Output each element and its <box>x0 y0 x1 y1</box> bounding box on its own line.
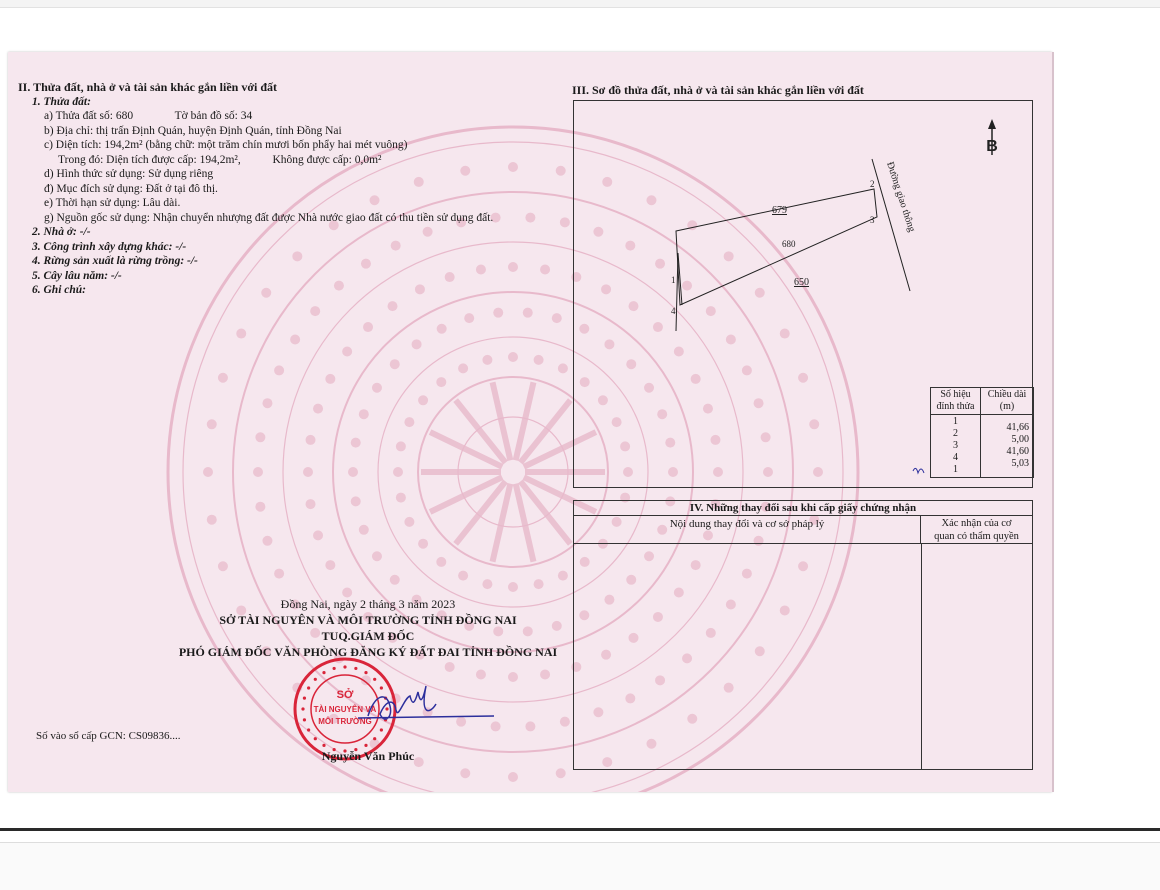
road-label: Đường giao thông <box>884 160 918 234</box>
watermark-motif <box>464 313 474 323</box>
signer-name: Nguyễn Văn Phúc <box>321 749 415 763</box>
perennial-trees-line: 5. Cây lâu năm: -/- <box>32 269 122 282</box>
address-line: b) Địa chỉ: thị trấn Định Quán, huyện Định Quán, tỉnh Đồng Nai <box>44 124 342 137</box>
changes-confirmation-header <box>921 516 1032 544</box>
watermark-motif <box>274 365 284 375</box>
watermark-motif <box>274 569 284 579</box>
watermark-motif <box>310 306 320 316</box>
house-line: 2. Nhà ở: -/- <box>32 226 91 238</box>
watermark-motif <box>313 404 323 414</box>
signature-block <box>158 596 578 660</box>
vertex-4-label: 4 <box>671 306 676 316</box>
watermark-motif <box>560 217 570 227</box>
edge-length: 5,00 <box>1011 434 1029 445</box>
vertex-id: 1 <box>953 416 958 427</box>
parcel-680-label: 680 <box>782 239 796 249</box>
other-works-line: 3. Công trình xây dựng khác: -/- <box>32 240 187 253</box>
watermark-motif <box>436 557 446 567</box>
seal-ring-dot <box>303 718 306 721</box>
vertex-id: 1 <box>953 464 958 475</box>
watermark-motif <box>342 347 352 357</box>
viewer-top-bar <box>0 0 1160 8</box>
changes-content-header: Nội dung thay đổi và cơ sở pháp lý <box>574 516 921 544</box>
parcel-679-label: 679 <box>772 205 787 216</box>
column-divider <box>921 544 922 770</box>
watermark-motif <box>351 438 361 448</box>
usage-term-line: e) Thời hạn sử dụng: Lâu dài. <box>44 197 181 209</box>
watermark-motif <box>325 374 335 384</box>
parcel-number-label: a) Thửa đất số: <box>44 110 113 122</box>
seal-text-2: TÀI NGUYÊN VÀ <box>313 705 377 714</box>
seal-ring-dot <box>343 665 346 668</box>
seal-ring-dot <box>301 707 304 710</box>
lengths-body-row <box>931 415 1034 478</box>
usage-purpose-line: đ) Mục đích sử dụng: Đất ở tại đô thị. <box>44 182 218 195</box>
initials-mark <box>913 468 924 473</box>
watermark-motif <box>303 467 313 477</box>
watermark-motif <box>560 717 570 727</box>
watermark-motif <box>508 582 518 592</box>
sheet-shadow <box>1052 52 1054 792</box>
watermark-motif <box>390 359 400 369</box>
watermark-motif <box>290 335 300 345</box>
area-line: c) Diện tích: 194,2m² (bằng chữ: một trăm chín mươi bốn phẩy hai mét vuông) <box>44 139 408 151</box>
seal-text-3: MÔI TRƯỜNG <box>318 717 372 726</box>
watermark-motif <box>508 772 518 782</box>
watermark-motif <box>218 561 228 571</box>
section3-heading: III. Sơ đồ thửa đất, nhà ở và tài sản khác gắn liền với đất <box>572 83 864 97</box>
neighbour-boundary-line <box>676 253 678 331</box>
watermark-motif <box>396 493 406 503</box>
watermark-motif <box>436 377 446 387</box>
certificate-page <box>8 52 1052 792</box>
watermark-motif <box>418 539 428 549</box>
watermark-motif <box>482 355 492 365</box>
seal-ring-dot <box>354 667 357 670</box>
watermark-motif <box>253 467 263 477</box>
edge-length: 5,03 <box>1011 458 1029 469</box>
watermark-motif <box>313 530 323 540</box>
watermark-motif <box>458 571 468 581</box>
watermark-motif <box>325 560 335 570</box>
watermark-motif <box>372 383 382 393</box>
edge-length: 41,66 <box>1006 422 1029 433</box>
watermark-motif <box>508 352 518 362</box>
watermark-motif <box>388 301 398 311</box>
vertex-2-label: 2 <box>870 179 875 189</box>
area-detail-line <box>18 153 558 168</box>
watermark-motif <box>404 417 414 427</box>
watermark-motif <box>351 496 361 506</box>
tuq-director: TUQ.GIÁM ĐỐC <box>321 629 415 643</box>
watermark-motif <box>418 395 428 405</box>
seal-ring-dot <box>333 667 336 670</box>
length-header: Chiều dài (m) <box>981 388 1034 415</box>
usage-origin-line: g) Nguồn gốc sử dụng: Nhận chuyển nhượng đất được Nhà nước giao đất có thu tiền sử dụng đất. <box>44 211 494 224</box>
watermark-motif <box>534 579 544 589</box>
vertex-id: 2 <box>953 428 958 439</box>
seal-ring-dot <box>322 671 325 674</box>
watermark-motif <box>412 339 422 349</box>
watermark-motif <box>556 768 566 778</box>
section2-heading: II. Thửa đất, nhà ở và tài sản khác gắn liền với đất <box>18 80 278 94</box>
watermark-motif <box>359 525 369 535</box>
watermark-motif <box>393 467 403 477</box>
watermark-motif <box>207 419 217 429</box>
area-granted: Trong đó: Diện tích được cấp: 194,2m², <box>58 153 241 166</box>
section-parcel-info <box>18 80 558 298</box>
watermark-motif <box>558 363 568 373</box>
seal-ring-dot <box>303 697 306 700</box>
seal-ring-dot <box>314 737 317 740</box>
seal-ring-dot <box>307 686 310 689</box>
watermark-motif <box>255 502 265 512</box>
watermark-motif <box>460 768 470 778</box>
watermark-motif <box>306 435 316 445</box>
section4-heading: IV. Những thay đổi sau khi cấp giấy chứng nhận <box>574 501 1032 516</box>
registry-number <box>36 730 181 742</box>
watermark-motif <box>372 551 382 561</box>
registry-number-label: Số vào sổ cấp GCN: CS <box>36 730 143 742</box>
forest-line: 4. Rừng sản xuất là rừng trồng: -/- <box>32 255 198 267</box>
issuing-agency: SỞ TÀI NGUYÊN VÀ MÔI TRƯỜNG TỈNH ĐỒNG NAI <box>219 613 517 627</box>
area-not-granted: Không được cấp: 0,0m² <box>272 153 382 166</box>
watermark-motif <box>236 329 246 339</box>
watermark-motif <box>458 363 468 373</box>
vertex-id: 3 <box>953 440 958 451</box>
watermark-motif <box>552 313 562 323</box>
watermark-motif <box>390 575 400 585</box>
seal-ring-dot <box>373 737 376 740</box>
watermark-motif <box>508 672 518 682</box>
map-sheet-label: Tờ bản đồ số: <box>174 110 238 122</box>
edge-length: 41,60 <box>1006 446 1029 457</box>
seal-ring-dot <box>307 728 310 731</box>
handwritten-signature <box>348 672 508 732</box>
vertex-3-label: 3 <box>870 215 875 225</box>
watermark-motif <box>534 355 544 365</box>
watermark-motif <box>540 669 550 679</box>
parcel-number-line <box>18 109 558 124</box>
map-sheet-value: 34 <box>240 110 253 122</box>
watermark-motif <box>262 398 272 408</box>
parcel-650-label: 650 <box>794 277 809 288</box>
vertex-id: 4 <box>953 452 958 463</box>
seal-ring-dot <box>322 744 325 747</box>
watermark-motif <box>437 324 447 334</box>
parcel-heading: 1. Thửa đất: <box>32 95 91 108</box>
edge-lengths-table <box>930 387 1034 478</box>
confirmation-header-line1: Xác nhận của cơ <box>941 518 1012 529</box>
watermark-motif <box>255 432 265 442</box>
north-symbol: B <box>986 138 998 155</box>
seal-ring-dot <box>314 678 317 681</box>
notes-line: 6. Ghi chú: <box>32 284 86 296</box>
deputy-director-title: PHÓ GIÁM ĐỐC VĂN PHÒNG ĐĂNG KÝ ĐẤT ĐAI TỈNH ĐỒNG NAI <box>178 645 558 659</box>
changes-table <box>573 500 1033 770</box>
watermark-motif <box>306 499 316 509</box>
watermark-motif <box>493 308 503 318</box>
seal-ring-dot <box>364 744 367 747</box>
watermark-motif <box>396 441 406 451</box>
watermark-motif <box>404 517 414 527</box>
parcel-diagram <box>573 100 1033 488</box>
watermark-motif <box>203 467 213 477</box>
confirmation-header-line2: quan có thẩm quyền <box>934 531 1019 542</box>
seal-text-1: SỞ <box>336 689 354 701</box>
watermark-motif <box>359 409 369 419</box>
signer-name-block <box>258 748 478 764</box>
length-column <box>981 415 1034 478</box>
next-page-preview <box>0 842 1160 890</box>
parcel-number-value: 680 <box>115 110 134 122</box>
watermark-motif <box>445 662 455 672</box>
watermark-motif <box>482 579 492 589</box>
watermark-motif <box>218 373 228 383</box>
watermark-motif <box>207 515 217 525</box>
watermark-motif <box>558 571 568 581</box>
viewer-separator <box>0 828 1160 831</box>
registry-number-dots: .... <box>169 730 181 742</box>
watermark-motif <box>523 308 533 318</box>
vertex-id-column <box>931 415 981 478</box>
watermark-motif <box>525 721 535 731</box>
vertex-1-label: 1 <box>671 275 676 285</box>
watermark-motif <box>262 536 272 546</box>
issue-date: Đồng Nai, ngày 2 tháng 3 năm 2023 <box>280 597 456 611</box>
watermark-motif <box>363 322 373 332</box>
watermark-motif <box>348 467 358 477</box>
usage-form-line: d) Hình thức sử dụng: Sử dụng riêng <box>44 168 214 180</box>
registry-number-value: 09836 <box>142 730 170 742</box>
vertex-id-header: Số hiệu đỉnh thửa <box>931 388 981 415</box>
lengths-header-row <box>931 388 1034 415</box>
